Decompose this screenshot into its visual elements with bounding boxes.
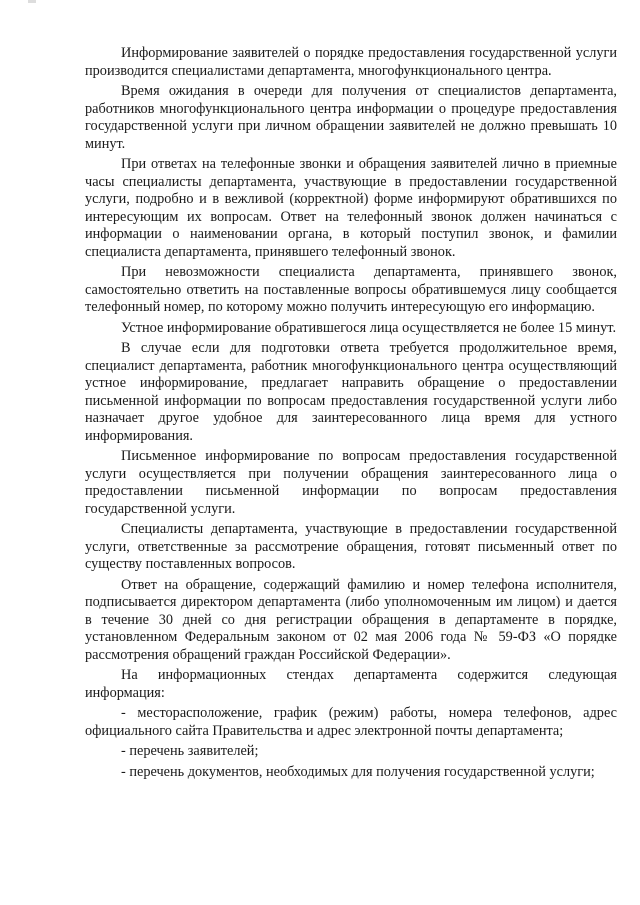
paragraph-reply-signing: Ответ на обращение, содержащий фамилию и номер телефона исполнителя, подписывается директором департамента (либо уполномоченным им лицом) и дается в течение 30 дней со дня регистрации обращения в департаменте в порядке, установленном Федеральным законом от 02 мая 2006 года № 59-ФЗ «О порядке рассмотрения обращений граждан Российской Федерации». — [85, 576, 617, 663]
paragraph-unable-to-answer: При невозможности специалиста департамента, принявшего звонок, самостоятельно ответить на поставленные вопросы обратившемуся лицу сообщается телефонный номер, по которому можно получить интересующую его информацию. — [85, 264, 617, 315]
paragraph-phone-calls: При ответах на телефонные звонки и обращения заявителей лично в приемные часы специалисты департамента, участвующие в предоставлении государственной услуги, подробно и в вежливой (корректной) форме информируют обратившихся по интересующим их вопросам. Ответ на телефонный звонок должен начинаться с информации о наименовании органа, в который поступил звонок, и фамилии специалиста департамента, принявшего телефонный звонок. — [85, 156, 617, 260]
paragraph-specialists-reply: Специалисты департамента, участвующие в предоставлении государственной услуги, ответственные за рассмотрение обращения, готовят письменный ответ по существу поставленных вопросов. — [85, 521, 617, 572]
paragraph-long-preparation: В случае если для подготовки ответа требуется продолжительное время, специалист департамента, работник многофункционального центра осуществляющий устное информирование, предлагает направить обращение о предоставлении письменной информации по вопросам предоставления государственной услуги либо назначает другое удобное для заинтересованного лица время для устного информирования. — [85, 340, 617, 444]
list-item-location: - месторасположение, график (режим) работы, номера телефонов, адрес официального сайта Правительства и адрес электронной почты департамента; — [85, 705, 617, 739]
list-item-documents: - перечень документов, необходимых для получения государственной услуги; — [121, 763, 595, 780]
paragraph-info-stands: На информационных стендах департамента содержится следующая информация: — [85, 667, 617, 701]
paragraph-informing: Информирование заявителей о порядке предоставления государственной услуги производится специалистами департамента, многофункционального центра. — [85, 45, 617, 79]
document-body — [85, 45, 617, 784]
list-item-applicants: - перечень заявителей; — [121, 743, 259, 759]
paragraph-waiting-time: Время ожидания в очереди для получения от специалистов департамента, работников многофункционального центра информации о процедуре предоставления государственной услуги при личном обращении заявителей не должно превышать 10 минут. — [85, 83, 617, 152]
paragraph-oral-duration: Устное информирование обратившегося лица осуществляется не более 15 минут. — [121, 319, 617, 336]
paragraph-written-informing: Письменное информирование по вопросам предоставления государственной услуги осуществляется при получении обращения заинтересованного лица о предоставлении письменной информации по вопросам предоставления государственной услуги. — [85, 448, 617, 517]
scan-artifact — [28, 0, 36, 3]
